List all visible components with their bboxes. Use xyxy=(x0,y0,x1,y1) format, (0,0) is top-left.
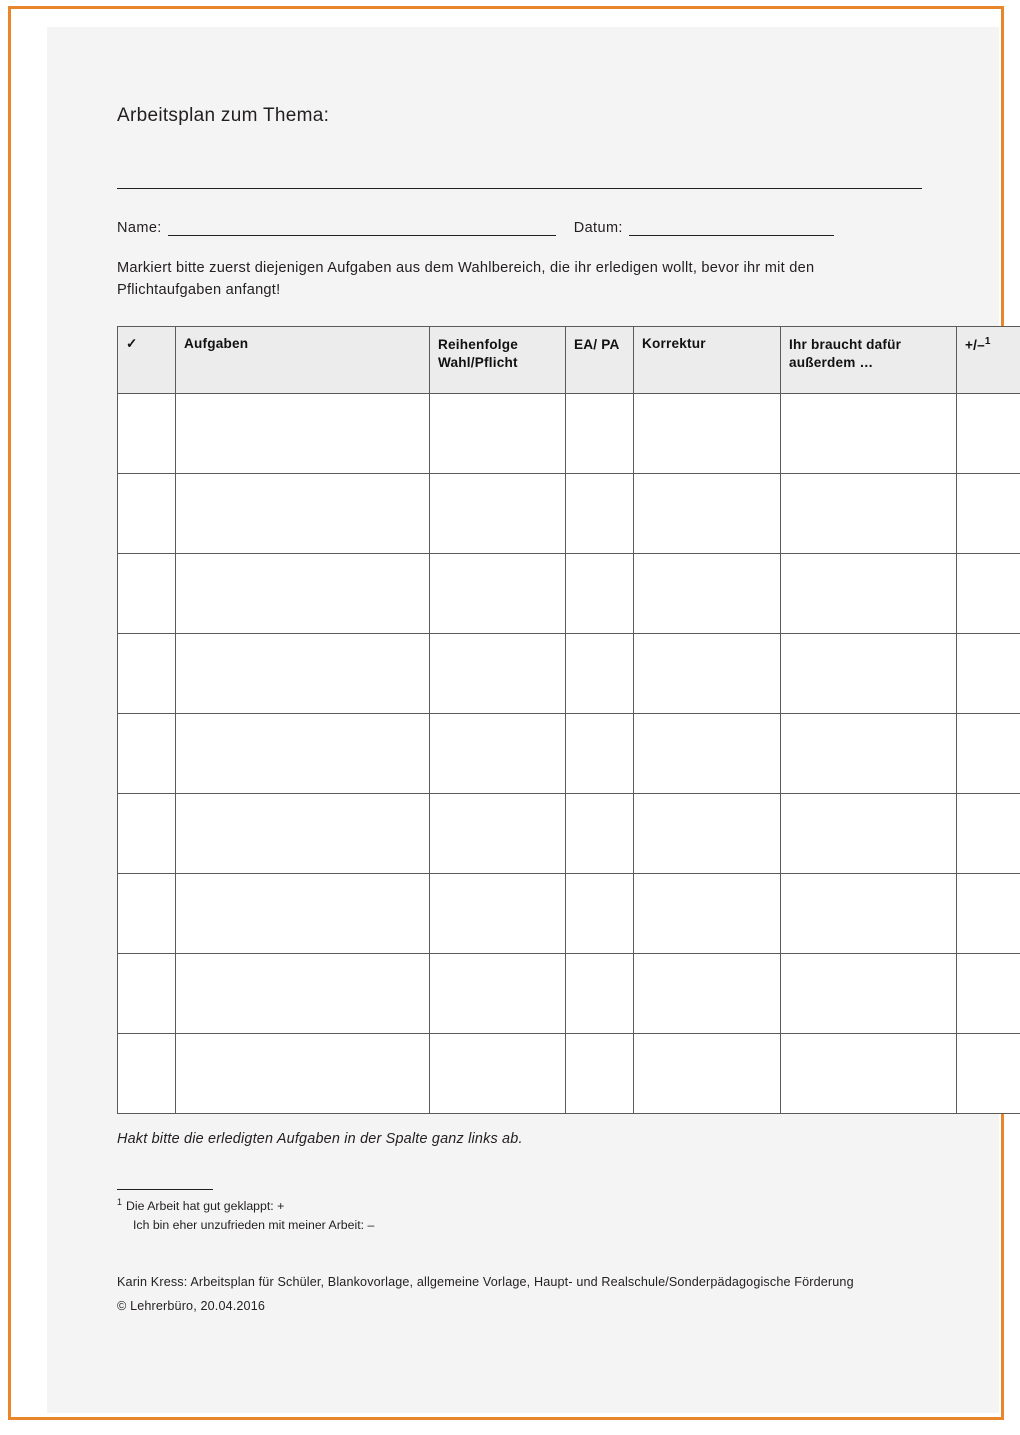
table-row xyxy=(118,953,1020,1033)
cell-braucht[interactable] xyxy=(781,873,957,953)
cell-reihenfolge[interactable] xyxy=(430,953,566,1033)
name-date-row xyxy=(117,220,922,236)
worksheet-content xyxy=(117,27,991,1319)
plus-minus-text: +/– xyxy=(965,337,985,353)
cell-aufgaben[interactable] xyxy=(176,553,430,633)
cell-aufgaben[interactable] xyxy=(176,633,430,713)
cell-braucht[interactable] xyxy=(781,553,957,633)
credit-block xyxy=(117,1271,922,1319)
cell-ea-pa[interactable] xyxy=(566,1033,634,1113)
table-row xyxy=(118,713,1020,793)
cell-korrektur[interactable] xyxy=(634,793,781,873)
plus-minus-footnote-ref: 1 xyxy=(984,335,991,347)
cell-korrektur[interactable] xyxy=(634,953,781,1033)
cell-korrektur[interactable] xyxy=(634,633,781,713)
cell-korrektur[interactable] xyxy=(634,873,781,953)
cell-ea-pa[interactable] xyxy=(566,633,634,713)
column-header-braucht-ihr-dafuer: Ihr braucht dafür außerdem … xyxy=(781,326,957,393)
column-header-korrektur: Korrektur xyxy=(634,326,781,393)
cell-aufgaben[interactable] xyxy=(176,793,430,873)
cell-check[interactable] xyxy=(118,473,176,553)
cell-korrektur[interactable] xyxy=(634,553,781,633)
page-title: Arbeitsplan zum Thema: xyxy=(117,105,330,126)
cell-reihenfolge[interactable] xyxy=(430,393,566,473)
column-header-ea-pa: EA/ PA xyxy=(566,326,634,393)
cell-aufgaben[interactable] xyxy=(176,953,430,1033)
cell-braucht[interactable] xyxy=(781,473,957,553)
cell-plus-minus[interactable] xyxy=(957,473,1020,553)
cell-braucht[interactable] xyxy=(781,793,957,873)
table-row xyxy=(118,393,1020,473)
cell-braucht[interactable] xyxy=(781,633,957,713)
table-row xyxy=(118,873,1020,953)
checkbox-note: Hakt bitte die erledigten Aufgaben in der Spalte ganz links ab. xyxy=(117,1130,523,1147)
cell-braucht[interactable] xyxy=(781,1033,957,1113)
cell-ea-pa[interactable] xyxy=(566,953,634,1033)
cell-plus-minus[interactable] xyxy=(957,713,1020,793)
footnote-line-1 xyxy=(117,1196,922,1216)
credit-copyright: © Lehrerbüro, 20.04.2016 xyxy=(117,1298,266,1313)
cell-aufgaben[interactable] xyxy=(176,473,430,553)
table-body xyxy=(118,393,1020,1113)
table-header xyxy=(118,326,1020,393)
column-header-reihenfolge: Reihenfolge Wahl/Pflicht xyxy=(430,326,566,393)
cell-aufgaben[interactable] xyxy=(176,873,430,953)
column-header-plus-minus xyxy=(957,326,1020,393)
cell-braucht[interactable] xyxy=(781,953,957,1033)
cell-ea-pa[interactable] xyxy=(566,393,634,473)
cell-plus-minus[interactable] xyxy=(957,873,1020,953)
cell-korrektur[interactable] xyxy=(634,473,781,553)
cell-reihenfolge[interactable] xyxy=(430,1033,566,1113)
cell-plus-minus[interactable] xyxy=(957,633,1020,713)
cell-ea-pa[interactable] xyxy=(566,553,634,633)
cell-ea-pa[interactable] xyxy=(566,473,634,553)
cell-check[interactable] xyxy=(118,873,176,953)
cell-check[interactable] xyxy=(118,953,176,1033)
cell-ea-pa[interactable] xyxy=(566,793,634,873)
cell-plus-minus[interactable] xyxy=(957,953,1020,1033)
cell-reihenfolge[interactable] xyxy=(430,473,566,553)
cell-reihenfolge[interactable] xyxy=(430,873,566,953)
cell-reihenfolge[interactable] xyxy=(430,553,566,633)
cell-plus-minus[interactable] xyxy=(957,393,1020,473)
credit-source: Karin Kress: Arbeitsplan für Schüler, Blankovorlage, allgemeine Vorlage, Haupt- und Realschule/Sonderpädagogische Förderung xyxy=(117,1274,854,1289)
footnote-block xyxy=(117,1196,922,1235)
page-frame xyxy=(8,6,1004,1420)
footnote-marker: 1 xyxy=(117,1196,123,1207)
cell-braucht[interactable] xyxy=(781,393,957,473)
cell-korrektur[interactable] xyxy=(634,713,781,793)
cell-braucht[interactable] xyxy=(781,713,957,793)
table-row xyxy=(118,793,1020,873)
cell-korrektur[interactable] xyxy=(634,393,781,473)
table-row xyxy=(118,1033,1020,1113)
page-canvas xyxy=(47,27,999,1413)
cell-plus-minus[interactable] xyxy=(957,1033,1020,1113)
table-row xyxy=(118,473,1020,553)
topic-write-line xyxy=(117,188,922,189)
footnote-text-1: Die Arbeit hat gut geklappt: + xyxy=(126,1198,285,1213)
cell-ea-pa[interactable] xyxy=(566,873,634,953)
name-label: Name: xyxy=(117,220,162,236)
cell-plus-minus[interactable] xyxy=(957,553,1020,633)
cell-reihenfolge[interactable] xyxy=(430,713,566,793)
footnote-line-2: Ich bin eher unzufrieden mit meiner Arbeit: – xyxy=(133,1217,375,1232)
cell-check[interactable] xyxy=(118,553,176,633)
instructions-paragraph: Markiert bitte zuerst diejenigen Aufgaben aus dem Wahlbereich, die ihr erledigen wollt, bevor ihr mit den Pflichtaufgaben anfangt! xyxy=(117,260,815,298)
date-input-line[interactable] xyxy=(629,222,834,236)
cell-check[interactable] xyxy=(118,633,176,713)
table-row xyxy=(118,633,1020,713)
cell-reihenfolge[interactable] xyxy=(430,633,566,713)
name-input-line[interactable] xyxy=(168,222,556,236)
table-row xyxy=(118,553,1020,633)
cell-check[interactable] xyxy=(118,713,176,793)
task-plan-table xyxy=(117,326,1020,1114)
table-header-row xyxy=(118,326,1020,393)
footnote-separator xyxy=(117,1189,213,1190)
cell-aufgaben[interactable] xyxy=(176,1033,430,1113)
cell-aufgaben[interactable] xyxy=(176,393,430,473)
cell-check[interactable] xyxy=(118,793,176,873)
date-label: Datum: xyxy=(573,220,623,236)
cell-ea-pa[interactable] xyxy=(566,713,634,793)
column-header-aufgaben: Aufgaben xyxy=(176,326,430,393)
cell-check[interactable] xyxy=(118,393,176,473)
worksheet-sheet xyxy=(47,27,999,1413)
column-header-check: ✓ xyxy=(118,326,176,393)
cell-korrektur[interactable] xyxy=(634,1033,781,1113)
cell-reihenfolge[interactable] xyxy=(430,793,566,873)
cell-aufgaben[interactable] xyxy=(176,713,430,793)
cell-plus-minus[interactable] xyxy=(957,793,1020,873)
cell-check[interactable] xyxy=(118,1033,176,1113)
